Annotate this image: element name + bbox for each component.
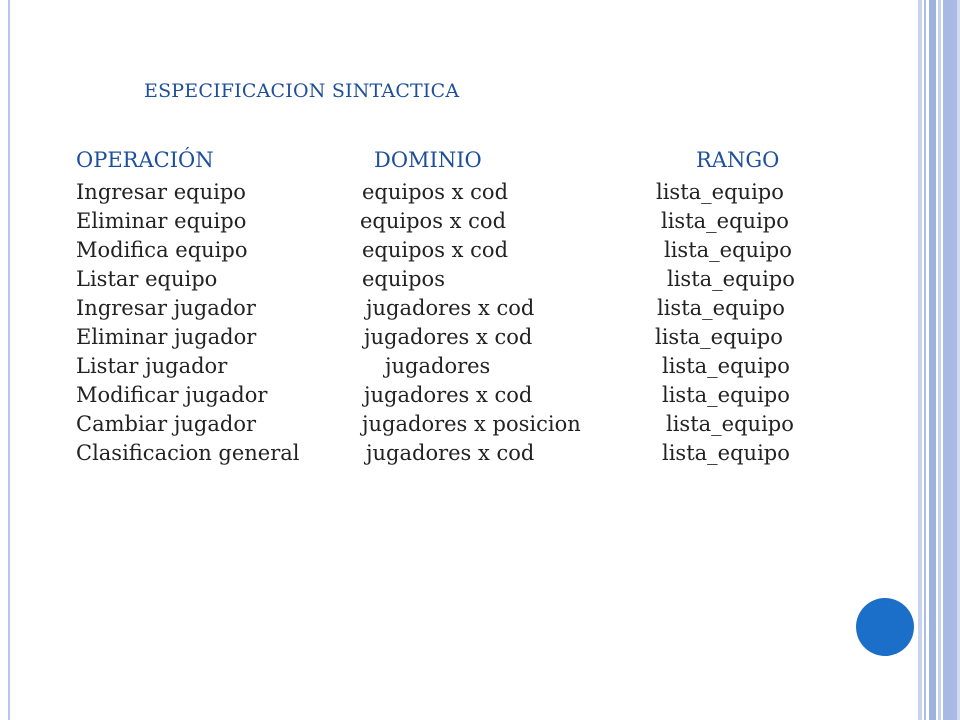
- decorative-circle: [856, 598, 914, 656]
- row-rango: lista_equipo: [657, 296, 785, 320]
- row-operacion: Ingresar equipo: [76, 180, 246, 204]
- row-dominio: jugadores x posicion: [362, 412, 581, 436]
- row-dominio: equipos x cod: [362, 238, 509, 262]
- row-rango: lista_equipo: [666, 412, 794, 436]
- slide-title: ESPECIFICACION SINTACTICA: [144, 80, 460, 102]
- right-stripe: [929, 0, 936, 720]
- right-stripe: [924, 0, 926, 720]
- row-operacion: Cambiar jugador: [76, 412, 257, 436]
- row-rango: lista_equipo: [656, 180, 784, 204]
- row-dominio: jugadores x cod: [364, 325, 533, 349]
- row-operacion: Modifica equipo: [76, 238, 248, 262]
- row-dominio: jugadores: [385, 354, 491, 378]
- row-operacion: Listar jugador: [76, 354, 228, 378]
- header-rango: RANGO: [696, 148, 780, 172]
- row-operacion: Listar equipo: [76, 267, 218, 291]
- row-operacion: Ingresar jugador: [76, 296, 256, 320]
- row-dominio: equipos x cod: [362, 180, 509, 204]
- right-stripe: [918, 0, 922, 720]
- row-dominio: jugadores x cod: [366, 441, 535, 465]
- row-dominio: equipos x cod: [360, 209, 507, 233]
- row-rango: lista_equipo: [655, 325, 783, 349]
- row-dominio: equipos: [362, 267, 445, 291]
- header-dominio: DOMINIO: [374, 148, 482, 172]
- row-rango: lista_equipo: [667, 267, 795, 291]
- row-dominio: jugadores x cod: [366, 296, 535, 320]
- row-dominio: jugadores x cod: [364, 383, 533, 407]
- header-operacion: OPERACIÓN: [76, 148, 214, 172]
- right-stripe: [943, 0, 957, 720]
- row-rango: lista_equipo: [662, 441, 790, 465]
- row-operacion: Eliminar jugador: [76, 325, 257, 349]
- row-operacion: Eliminar equipo: [76, 209, 247, 233]
- left-border-line: [8, 0, 10, 720]
- row-rango: lista_equipo: [662, 354, 790, 378]
- row-rango: lista_equipo: [661, 209, 789, 233]
- row-operacion: Clasificacion general: [76, 441, 300, 465]
- right-stripe: [938, 0, 941, 720]
- row-rango: lista_equipo: [662, 383, 790, 407]
- row-rango: lista_equipo: [664, 238, 792, 262]
- row-operacion: Modificar jugador: [76, 383, 268, 407]
